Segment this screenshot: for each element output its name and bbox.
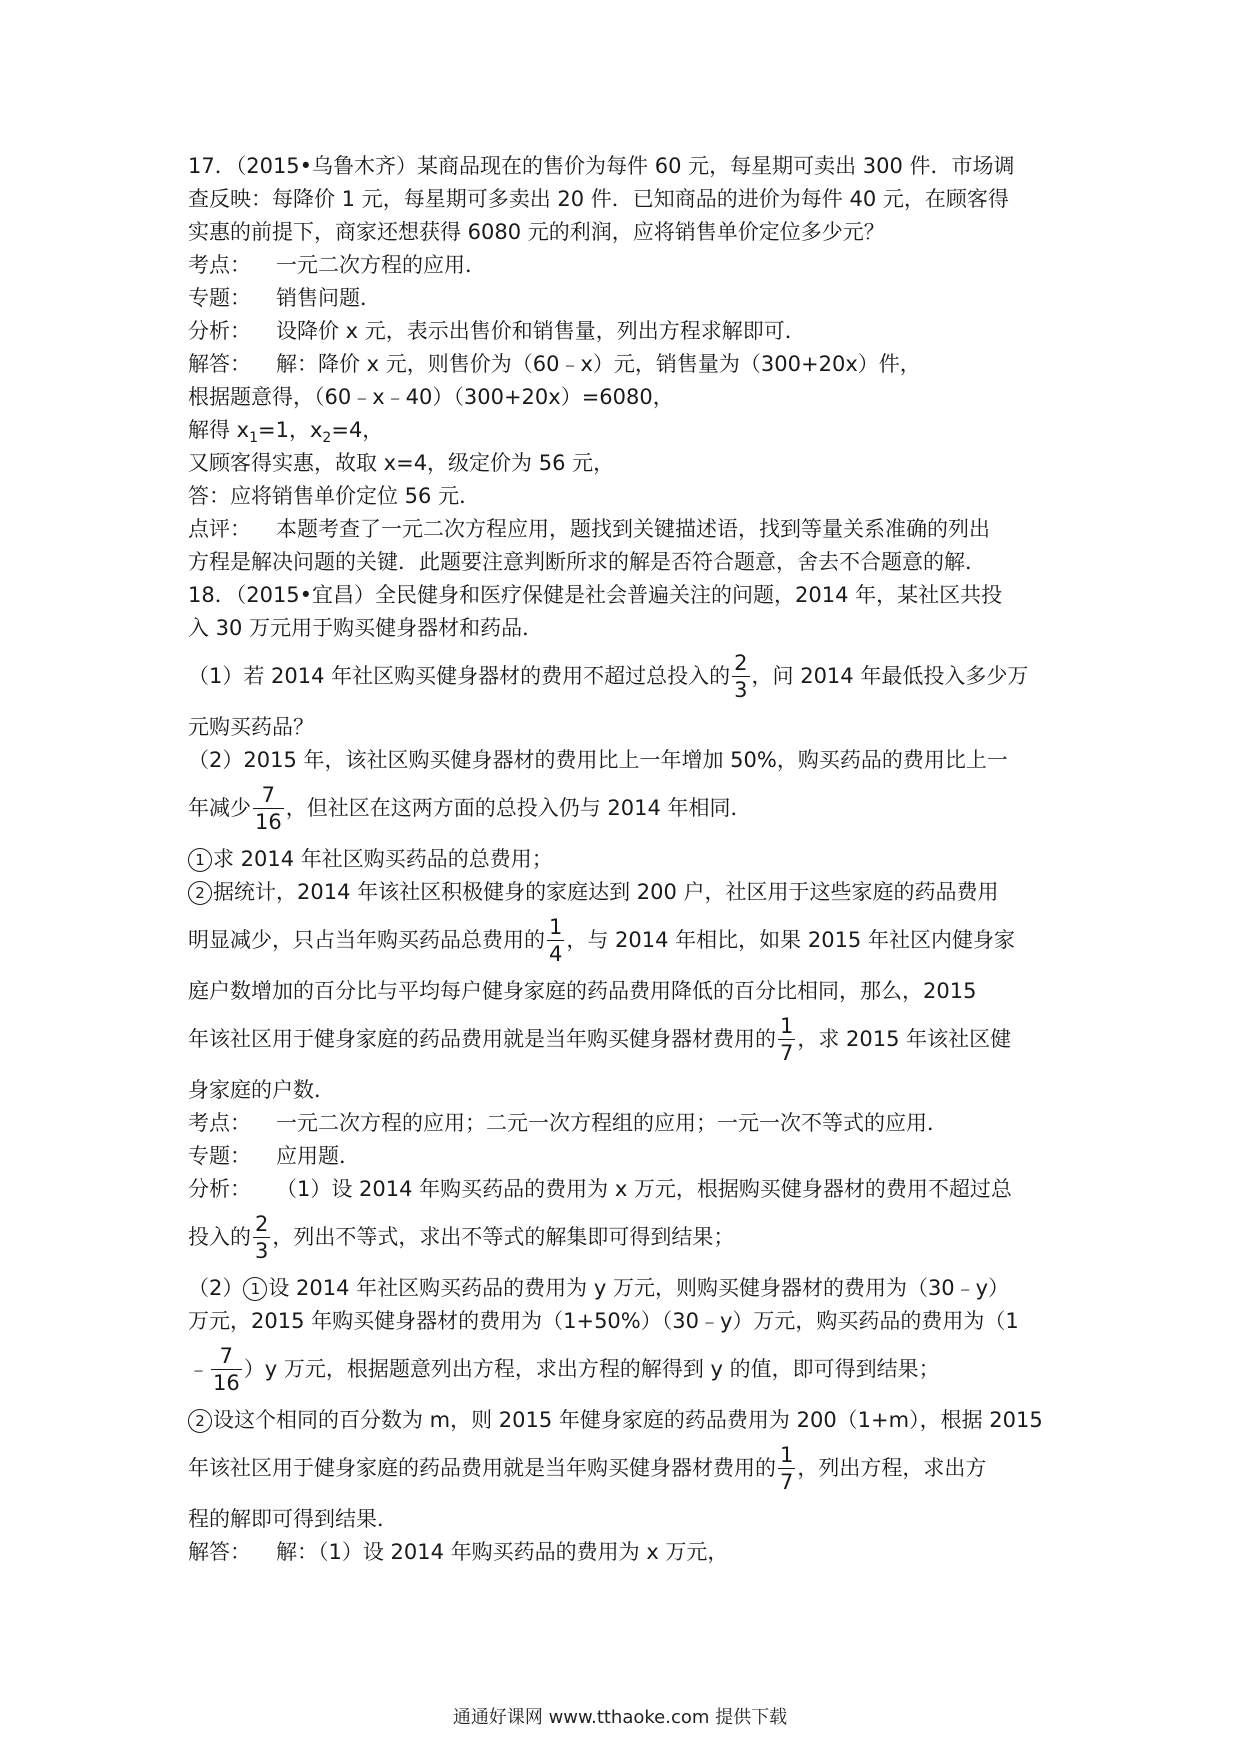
kaodian-text: 一元二次方程的应用；二元一次方程组的应用；一元一次不等式的应用． xyxy=(276,1111,948,1135)
q17-jieda-line-5: 答：应将销售单价定位 56 元． xyxy=(188,484,481,508)
q18-stem-line-2: 入 30 万元用于购买健身器材和药品． xyxy=(188,616,544,640)
circled-number-1: 1 xyxy=(243,1277,267,1301)
p2-text-c: ，但社区在这两方面的总投入仍与 2014 年相同． xyxy=(285,796,752,820)
fenxi-3-text-a: （2） xyxy=(188,1276,244,1300)
jieda-3-text-b: =1，x xyxy=(258,418,323,442)
q18-fenxi xyxy=(188,1173,1058,1206)
denominator: 3 xyxy=(255,1239,269,1263)
sub2-text-a: 据统计，2014 年该社区积极健身的家庭达到 200 户，社区用于这些家庭的药品费用 xyxy=(213,880,999,904)
jieda-3-text-c: =4， xyxy=(331,418,384,442)
jieda-text-1: 解：降价 x 元，则售价为（60﹣x）元，销售量为（300+20x）件， xyxy=(276,352,921,376)
denominator: 7 xyxy=(780,1470,794,1494)
q18-sub2-line-3: 庭户数增加的百分比与平均每户健身家庭的药品费用降低的百分比相同，那么，2015 xyxy=(188,979,977,1003)
jieda-label: 解答： xyxy=(188,352,251,376)
fenxi-6-text: 设这个相同的百分数为 m，则 2015 年健身家庭的药品费用为 200（1+m），根据 2015 xyxy=(213,1408,1043,1432)
fenxi-5-text-b: ）y 万元，根据题意列出方程，求出方程的解得到 y 的值，即可得到结果； xyxy=(243,1357,940,1381)
q18-fenxi-line-2 xyxy=(188,1206,1058,1268)
denominator: 16 xyxy=(213,1371,240,1395)
q18-sub2-line-5: 身家庭的户数． xyxy=(188,1078,335,1102)
p1-text-a: （1）若 2014 年社区购买健身器材的费用不超过总投入的 xyxy=(188,664,731,688)
fenxi-7-text-a: 年该社区用于健身家庭的药品费用就是当年购买健身器材费用的 xyxy=(188,1456,776,1480)
fenxi-2-text-b: ，列出不等式，求出不等式的解集即可得到结果； xyxy=(272,1225,735,1249)
sub2-text-b: 明显减少，只占当年购买药品总费用的 xyxy=(188,928,545,952)
q18-fenxi-line-4: 万元，2015 年购买健身器材的费用为（1+50%）（30﹣y）万元，购买药品的费用为（1 xyxy=(188,1309,1019,1333)
p1-text-b: ，问 2014 年最低投入多少万 xyxy=(751,664,1029,688)
q18-jieda xyxy=(188,1536,1058,1569)
fenxi-3-text-b: 设 2014 年社区购买药品的费用为 y 万元，则购买健身器材的费用为（30﹣y） xyxy=(268,1276,1010,1300)
circled-number-2: 2 xyxy=(188,881,212,905)
numerator: 7 xyxy=(211,1346,242,1370)
q17-stem-line-1: 17．（2015•乌鲁木齐）某商品现在的售价为每件 60 元，每星期可卖出 300 件．市场调 xyxy=(188,154,1015,178)
fenxi-label: 分析： xyxy=(188,319,251,343)
q17-fenxi xyxy=(188,315,1058,348)
q17-stem-line-3: 实惠的前提下，商家还想获得 6080 元的利润，应将销售单价定位多少元？ xyxy=(188,220,885,244)
numerator: 2 xyxy=(734,651,748,675)
q18-part2-line-1: （2）2015 年，该社区购买健身器材的费用比上一年增加 50%，购买药品的费用比上一 xyxy=(188,748,1008,772)
q18-part2-line-2 xyxy=(188,777,1058,839)
fraction-one-seventh xyxy=(778,1445,795,1493)
sub1-text: 求 2014 年社区购买药品的总费用； xyxy=(213,847,553,871)
q18-sub2-line-4 xyxy=(188,1008,1058,1070)
q18-kaodian xyxy=(188,1107,1058,1140)
q18-fenxi-line-3 xyxy=(188,1272,1058,1305)
q18-sub1 xyxy=(188,843,1058,876)
sub2-text-c: ，与 2014 年相比，如果 2015 年社区内健身家 xyxy=(566,928,1015,952)
fenxi-text: 设降价 x 元，表示出售价和销售量，列出方程求解即可． xyxy=(276,319,806,343)
jieda-3-text-a: 解得 x xyxy=(188,418,250,442)
numerator: 1 xyxy=(780,1014,794,1038)
fraction-one-quarter xyxy=(547,917,564,965)
q18-zhuanti xyxy=(188,1140,1058,1173)
zhuanti-label: 专题： xyxy=(188,286,251,310)
numerator: 7 xyxy=(253,785,284,809)
q17-jieda-line-2: 根据题意得，（60﹣x﹣40）（300+20x）=6080， xyxy=(188,385,674,409)
subscript-2: 2 xyxy=(322,430,332,447)
fenxi-text-1: （1）设 2014 年购买药品的费用为 x 万元，根据购买健身器材的费用不超过总 xyxy=(276,1177,1012,1201)
dianping-text-1: 本题考查了一元二次方程应用，题找到关键描述语，找到等量关系准确的列出 xyxy=(276,517,990,541)
q18-fenxi-line-7 xyxy=(188,1437,1058,1499)
numerator: 2 xyxy=(255,1212,269,1236)
q18-part1-line-2: 元购买药品？ xyxy=(188,715,314,739)
q17-dianping xyxy=(188,513,1058,546)
circled-number-1: 1 xyxy=(188,848,212,872)
p2-text-b: 年减少 xyxy=(188,796,251,820)
page-footer: 通通好课网 www.tthaoke.com 提供下载 xyxy=(452,1707,788,1728)
jieda-label: 解答： xyxy=(188,1540,251,1564)
q18-stem-line-1: 18．（2015•宜昌）全民健身和医疗保健是社会普遍关注的问题，2014 年，某社区共投 xyxy=(188,583,1003,607)
q18-part1-line-1 xyxy=(188,645,1058,707)
kaodian-text: 一元二次方程的应用． xyxy=(276,253,486,277)
q17-jieda-line-3 xyxy=(188,414,1058,447)
jieda-text-1: 解：（1）设 2014 年购买药品的费用为 x 万元， xyxy=(276,1540,729,1564)
zhuanti-label: 专题： xyxy=(188,1144,251,1168)
sub2-text-e: 年该社区用于健身家庭的药品费用就是当年购买健身器材费用的 xyxy=(188,1027,776,1051)
fraction-two-thirds xyxy=(732,653,749,701)
q17-dianping-line-2: 方程是解决问题的关键．此题要注意判断所求的解是否符合题意，舍去不合题意的解． xyxy=(188,550,986,574)
q18-fenxi-line-5 xyxy=(188,1338,1058,1400)
sub2-text-f: ，求 2015 年该社区健 xyxy=(797,1027,1012,1051)
q17-kaodian xyxy=(188,249,1058,282)
q18-fenxi-line-8: 程的解即可得到结果． xyxy=(188,1507,398,1531)
numerator: 1 xyxy=(780,1443,794,1467)
dianping-label: 点评： xyxy=(188,517,251,541)
kaodian-label: 考点： xyxy=(188,1111,251,1135)
numerator: 1 xyxy=(549,915,563,939)
fraction-seven-sixteenths xyxy=(253,785,284,833)
zhuanti-text: 销售问题． xyxy=(276,286,381,310)
denominator: 4 xyxy=(549,942,563,966)
q18-sub2-line-1 xyxy=(188,876,1058,909)
q17-jieda xyxy=(188,348,1058,381)
q18-sub2-line-2 xyxy=(188,909,1058,971)
circled-number-2: 2 xyxy=(188,1409,212,1433)
fenxi-5-text-a: ﹣ xyxy=(188,1357,209,1381)
q17-stem-line-2: 查反映：每降价 1 元，每星期可多卖出 20 件．已知商品的进价为每件 40 元，在顾客得 xyxy=(188,187,1009,211)
denominator: 16 xyxy=(255,810,282,834)
kaodian-label: 考点： xyxy=(188,253,251,277)
fraction-two-thirds xyxy=(253,1214,270,1262)
fenxi-7-text-b: ，列出方程，求出方 xyxy=(797,1456,987,1480)
q17-jieda-line-4: 又顾客得实惠，故取 x=4，级定价为 56 元， xyxy=(188,451,615,475)
denominator: 3 xyxy=(734,678,748,702)
zhuanti-text: 应用题． xyxy=(276,1144,360,1168)
q18-fenxi-line-6 xyxy=(188,1404,1058,1437)
document-content xyxy=(188,150,1058,1569)
subscript-1: 1 xyxy=(249,430,259,447)
fenxi-2-text-a: 投入的 xyxy=(188,1225,251,1249)
fraction-seven-sixteenths xyxy=(211,1346,242,1394)
q17-zhuanti xyxy=(188,282,1058,315)
denominator: 7 xyxy=(780,1041,794,1065)
fenxi-label: 分析： xyxy=(188,1177,251,1201)
fraction-one-seventh xyxy=(778,1016,795,1064)
